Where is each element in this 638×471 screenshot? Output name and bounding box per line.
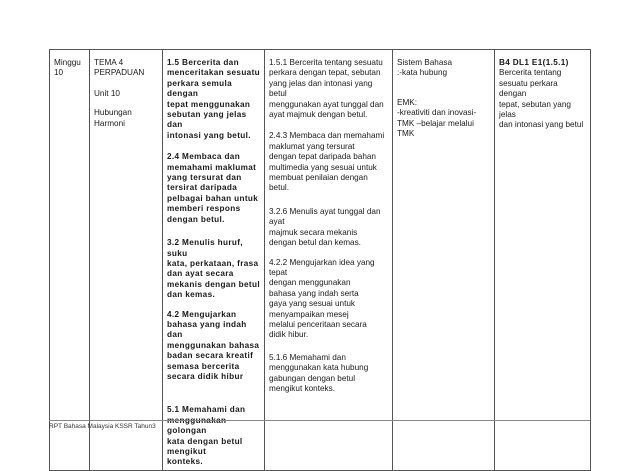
content-standard-1: 1.5 Bercerita dan menceritakan sesuatu perkara semula dengan tepat menggunakan sebutan yang jelas dan intonasi yang betul. — [167, 58, 261, 140]
assessment-code: B4 DL1 E1(1.5.1) — [499, 58, 569, 67]
learning-standards-cell — [265, 50, 393, 471]
content-standards-cell — [163, 50, 265, 471]
unit-label: Unit 10 — [94, 88, 120, 98]
learning-standard-4: 4.2.2 Mengujarkan idea yang tepat dengan menggunakan bahasa yang indah serta gaya yang sesuai untuk menyampaikan mesej melalui penceritaan secara didik hibur. — [269, 257, 375, 340]
table-row — [50, 50, 591, 471]
content-standard-5: 5.1 Memahami dan menggunakan golongan kata dengan betul mengikut konteks. — [167, 405, 246, 467]
assessment-cell — [495, 50, 591, 471]
learning-standard-2: 2.4.3 Membaca dan memahami maklumat yang tersurat dengan tepat daripada bahan multimedia yang sesuai untuk membuat penilaian dengan betul. — [269, 131, 385, 193]
assessment-description: Bercerita tentang sesuatu perkara dengan tepat, sebutan yang jelas dan intonasi yang betul — [499, 68, 584, 130]
learning-standard-3: 3.2.6 Menulis ayat tunggal dan ayat majmuk secara mekanis dengan betul dan kemas. — [269, 206, 381, 248]
grammar-element: Sistem Bahasa :-kata hubung — [397, 58, 453, 78]
learning-standard-5: 5.1.6 Memahami dan menggunakan kata hubung gabungan dengan betul mengikut konteks. — [269, 352, 369, 393]
theme-title: TEMA 4 PERPADUAN — [94, 58, 145, 78]
week-cell — [50, 50, 90, 471]
content-standard-3: 3.2 Menulis huruf, suku kata, perkataan, frasa dan ayat secara mekanis dengan betul dan kemas. — [167, 238, 260, 300]
week-label: Minggu 10 — [54, 58, 81, 78]
elements-cell — [393, 50, 495, 471]
theme-cell — [90, 50, 163, 471]
footer-label: RPT Bahasa Malaysia KSSR Tahun3 — [49, 423, 156, 430]
lesson-plan-table — [49, 49, 591, 471]
content-standard-4: 4.2 Mengujarkan bahasa yang indah dan menggunakan bahasa badan secara kreatif semasa bercerita secara didik hibur — [167, 309, 260, 381]
content-standard-2: 2.4 Membaca dan memahami maklumat yang tersurat dan tersirat daripada pelbagai bahan untuk memberi respons dengan betul. — [167, 152, 259, 224]
footer-divider — [49, 420, 590, 421]
learning-standard-1: 1.5.1 Bercerita tentang sesuatu perkara dengan tepat, sebutan yang jelas dan intonasi yang betul menggunakan ayat tunggal dan ayat majmuk dengan betul. — [269, 58, 384, 120]
emk-element: EMK: -kreativiti dan inovasi- TMK –belajar melalui TMK — [397, 97, 477, 139]
unit-subtitle: Hubungan Harmoni — [94, 108, 132, 128]
